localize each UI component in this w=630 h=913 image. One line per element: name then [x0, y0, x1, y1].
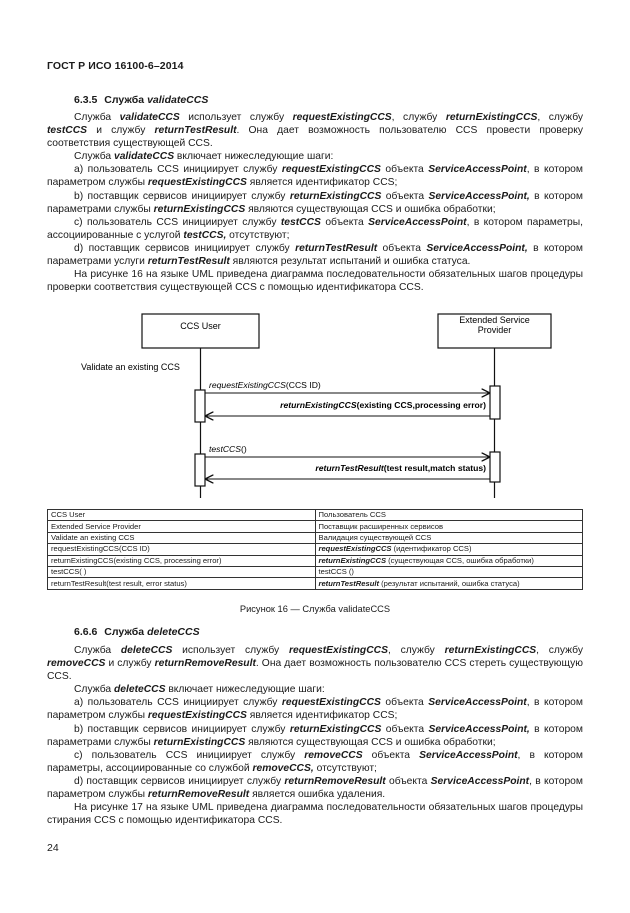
table-row [48, 555, 583, 566]
note-validate: Validate an existing CCS [81, 362, 180, 372]
figure-caption: Рисунок 16 — Служба validateCCS [239, 604, 391, 614]
paragraph-intro: Служба deleteCCS использует службу requestExistingCCS, службу returnExistingCCS, службу removeCCS и службу returnRemoveResult. Она дает возможность пользователю CCS стереть существующую CCS. [47, 645, 584, 683]
section1-body [47, 111, 583, 294]
legend-ru: returnExistingCCS (существующая CCS, ошибка обработки) [315, 555, 583, 566]
sequence-diagram [47, 304, 583, 507]
step-a: а) пользователь CCS инициирует службу requestExistingCCS объекта ServiceAccessPoint, в котором параметром службы requestExistingCCS является идентификатор CCS; [47, 697, 583, 722]
legend-table [47, 509, 583, 590]
legend-ru: requestExistingCCS (идентификатор CCS) [315, 544, 583, 555]
message-label-return-test [315, 463, 486, 473]
paragraph-steps-intro: Служба deleteCCS включает нижеследующие шаги: [74, 684, 325, 696]
legend-ru: returnTestResult (результат испытаний, ошибка статуса) [315, 578, 583, 589]
legend-en: Extended Service Provider [48, 521, 316, 532]
section-title-word: Служба [104, 626, 145, 638]
page-number: 24 [47, 842, 59, 854]
table-row [48, 510, 583, 521]
legend-ru: testCCS () [315, 566, 583, 577]
legend-en: CCS User [48, 510, 316, 521]
section-title-validateccs [74, 94, 208, 106]
section-title-service: deleteCCS [147, 626, 200, 638]
paragraph-steps-intro: Служба validateCCS включает нижеследующие шаги: [74, 151, 334, 163]
table-row [48, 532, 583, 543]
step-b: b) поставщик сервисов инициирует службу returnExistingCCS объекта ServiceAccessPoint, в котором параметрами службы returnExistingCCS являются существующая CCS и ошибка обработки; [47, 190, 583, 215]
section-number: 6.3.5 [74, 94, 98, 106]
section2-body [47, 644, 583, 827]
step-b: b) поставщик сервисов инициирует службу returnExistingCCS объекта ServiceAccessPoint, в котором параметрами службы returnExistingCCS являются существующая CCS и ошибка обработки; [47, 723, 583, 748]
step-d: d) поставщик сервисов инициирует службу returnRemoveResult объекта ServiceAccessPoint, в котором параметром службы returnRemoveResult является ошибка удаления. [47, 775, 583, 801]
message-name-return-test: returnTestResult [315, 463, 384, 473]
message-args-test: () [241, 444, 247, 454]
message-label-return-existing [280, 400, 486, 410]
activation-user-1 [195, 390, 205, 422]
activation-user-2 [195, 454, 205, 486]
activation-provider-1 [490, 386, 500, 419]
activation-provider-2 [490, 452, 500, 482]
document-header: ГОСТ Р ИСО 16100-6–2014 [47, 60, 184, 72]
section-number: 6.6.6 [74, 626, 98, 638]
step-c: с) пользователь CCS инициирует службу testCCS объекта ServiceAccessPoint, в котором параметры, ассоциированные с услугой testCCS, отсутствуют; [47, 216, 583, 241]
section-title-deleteccs [74, 626, 200, 638]
actor-label-provider-1: Extended Service [459, 315, 530, 325]
message-name-test: testCCS [209, 444, 241, 454]
table-row [48, 544, 583, 555]
paragraph-figure-ref: На рисунке 17 на языке UML приведена диаграмма последовательности обязательных шагов процедуры стирания CCS с помощью идентификатора CCS. [47, 802, 583, 827]
legend-ru: Поставщик расширенных сервисов [315, 521, 583, 532]
section-title-word: Служба [104, 94, 145, 106]
legend-en: testCCS( ) [48, 566, 316, 577]
message-name-request: requestExistingCCS [209, 380, 286, 390]
message-args-return-test: (test result,match status) [383, 463, 486, 473]
step-a: а) пользователь CCS инициирует службу requestExistingCCS объекта ServiceAccessPoint, в котором параметром службы requestExistingCCS является идентификатор CCS; [47, 164, 583, 189]
step-c: с) пользователь CCS инициирует службу removeCCS объекта ServiceAccessPoint, в котором параметры, ассоциированные со службой removeCCS, отсутствуют; [47, 749, 583, 774]
paragraph-intro: Служба validateCCS использует службу requestExistingCCS, службу returnExistingCCS, службу testCCS и службу returnTestResult. Она дает возможность пользователю CCS провести проверку соответствия существующей CCS. [47, 112, 584, 150]
actor-box-ccs-user [142, 314, 259, 348]
message-label-test [209, 444, 247, 454]
legend-en: requestExistingCCS(CCS ID) [48, 544, 316, 555]
legend-ru: Валидация существующей CCS [315, 532, 583, 543]
message-args-return-existing: (existing CCS,processing error) [356, 400, 486, 410]
actor-label-ccs-user: CCS User [180, 321, 221, 331]
table-row [48, 566, 583, 577]
section-title-service: validateCCS [147, 94, 209, 106]
message-args-request: (CCS ID) [285, 380, 321, 390]
message-name-return-existing: returnExistingCCS [280, 400, 357, 410]
table-row [48, 578, 583, 589]
paragraph-figure-ref: На рисунке 16 на языке UML приведена диаграмма последовательности обязательных шагов процедуры проверки соответствия существующей CCS с помощью идентификатора CCS. [47, 269, 583, 294]
legend-ru: Пользователь CCS [315, 510, 583, 521]
message-label-request-existing [209, 380, 321, 390]
legend-en: Validate an existing CCS [48, 532, 316, 543]
table-row [48, 521, 583, 532]
step-d: d) поставщик сервисов инициирует службу returnTestResult объекта ServiceAccessPoint, в котором параметрами услуги returnTestResult являются результат испытаний и ошибка статуса. [47, 242, 583, 268]
legend-en: returnTestResult(test result, error status) [48, 578, 316, 589]
legend-en: returnExistingCCS(existing CCS, processing error) [48, 555, 316, 566]
actor-label-provider-2: Provider [477, 325, 512, 335]
